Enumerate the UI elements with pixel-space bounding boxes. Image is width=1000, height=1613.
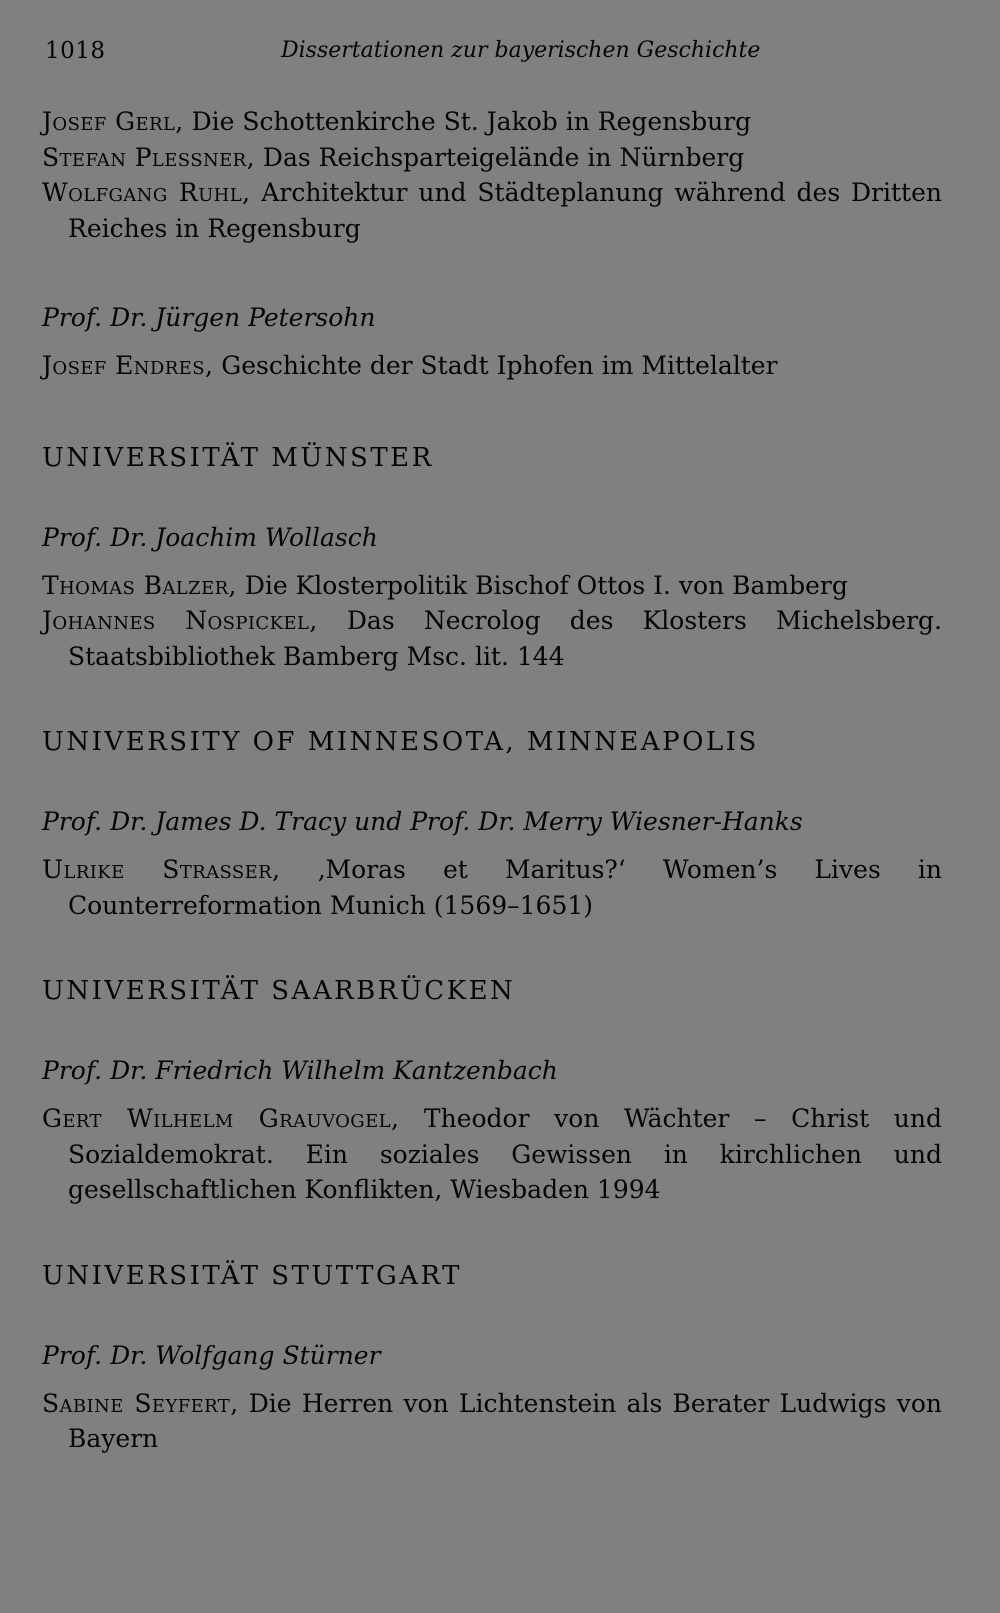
dissertation-entry [42, 568, 942, 604]
entry-title: Das Reichsparteigelände in Nürnberg [254, 142, 745, 172]
university-heading: UNIVERSITÄT MÜNSTER [42, 442, 434, 473]
entry-author: Gert Wilhelm Grauvogel, [42, 1104, 400, 1133]
dissertation-entry [42, 348, 942, 384]
dissertation-entry [42, 1386, 942, 1457]
entry-author: Sabine Seyfert, [42, 1388, 239, 1418]
entry-title: Das Necrolog des Klosters Michelsberg. Staatsbibliothek Bamberg Msc. lit. 144 [68, 606, 942, 671]
professor-heading: Prof. Dr. Joachim Wollasch [42, 522, 378, 552]
running-title: Dissertationen zur bayerischen Geschichte [281, 38, 761, 63]
entry-author: Josef Gerl, [42, 107, 184, 136]
entry-author: Ulrike Strasser, [42, 855, 281, 884]
dissertation-entry [42, 852, 942, 923]
dissertation-entry [42, 104, 942, 140]
dissertation-entry [42, 175, 942, 246]
dissertation-entry [42, 140, 942, 176]
entry-title: Geschichte der Stadt Iphofen im Mittelalter [213, 351, 778, 380]
dissertation-entry [42, 1101, 942, 1208]
entry-author: Thomas Balzer, [42, 570, 237, 600]
dissertation-entry [42, 603, 942, 674]
professor-heading: Prof. Dr. Jürgen Petersohn [42, 303, 376, 332]
page-number: 1018 [45, 38, 106, 64]
entry-title: Architektur und Städteplanung während des Dritten Reiches in Regensburg [68, 178, 942, 243]
entry-title: Die Klosterpolitik Bischof Ottos I. von Bamberg [236, 570, 848, 600]
entry-title: Theodor von Wächter – Christ und Sozialdemokrat. Ein soziales Gewissen in kirchlichen und gesellschaftlichen Konflikten, Wiesbaden 1994 [68, 1104, 942, 1204]
entry-author: Stefan Plessner, [42, 142, 255, 172]
entry-author: Johannes Nospickel, [42, 606, 318, 635]
professor-heading: Prof. Dr. James D. Tracy und Prof. Dr. Merry Wiesner-Hanks [42, 807, 803, 836]
entry-author: Josef Endres, [42, 351, 214, 380]
professor-heading: Prof. Dr. Friedrich Wilhelm Kantzenbach [42, 1056, 558, 1085]
entry-author: Wolfgang Ruhl, [42, 178, 251, 207]
entry-title: Die Herren von Lichtenstein als Berater Ludwigs von Bayern [68, 1388, 942, 1453]
entry-title: ‚Moras et Maritus?‘ Women’s Lives in Counterreformation Munich (1569–1651) [68, 855, 942, 920]
university-heading: UNIVERSITY OF MINNESOTA, MINNEAPOLIS [42, 727, 759, 757]
professor-heading: Prof. Dr. Wolfgang Stürner [42, 1340, 381, 1370]
page-content [42, 104, 942, 1457]
running-head [45, 38, 965, 74]
university-heading: UNIVERSITÄT STUTTGART [42, 1260, 462, 1291]
entry-title: Die Schottenkirche St. Jakob in Regensburg [183, 107, 752, 136]
university-heading: UNIVERSITÄT SAARBRÜCKEN [42, 976, 516, 1006]
